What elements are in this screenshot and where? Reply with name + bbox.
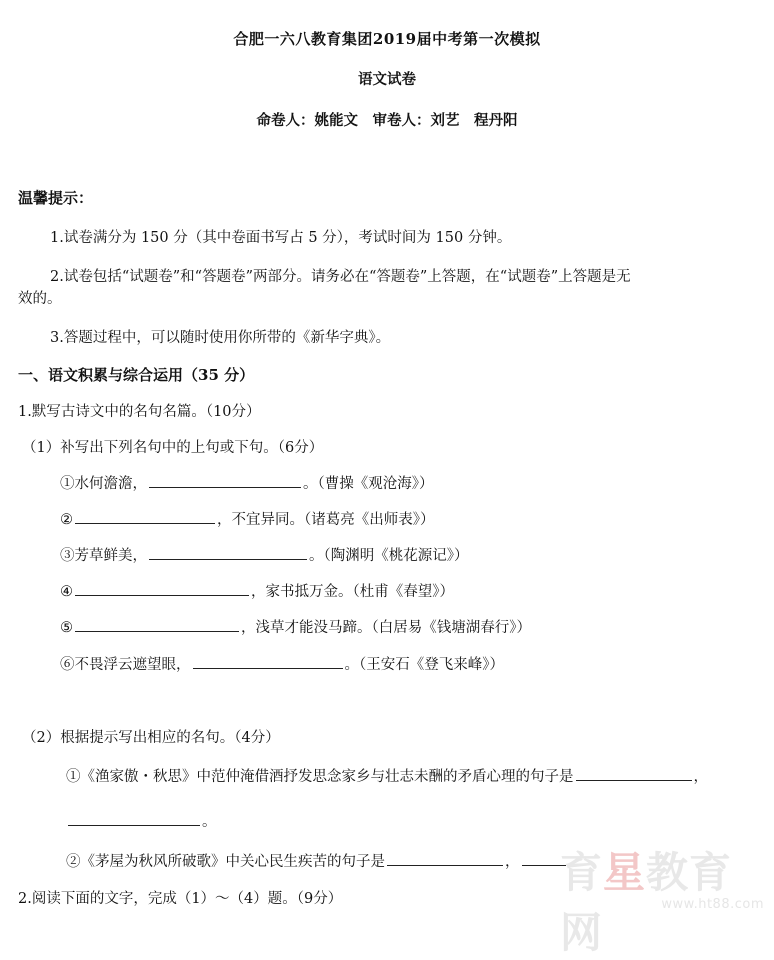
fill-line-3-prefix: ③芳草鲜美， xyxy=(60,548,147,564)
fill-line-4 xyxy=(60,580,454,601)
fill-line-5-prefix: ⑤ xyxy=(60,620,73,636)
notice-item-1: 1.试卷满分为 150 分（其中卷面书写占 5 分），考试时间为 150 分钟。 xyxy=(50,230,512,246)
answer-blank-1[interactable] xyxy=(149,486,301,488)
prompt-a-text: ①《渔家傲・秋思》中范仲淹借酒抒发思念家乡与壮志未酬的矛盾心理的句子是 xyxy=(66,769,574,785)
prompt-b-text: ②《茅屋为秋风所破歌》中关心民生疾苦的句子是 xyxy=(66,854,385,870)
section-heading: 一、语文积累与综合运用（35 分） xyxy=(18,366,255,384)
watermark xyxy=(560,838,770,957)
answer-blank-5[interactable] xyxy=(75,630,239,632)
fill-line-4-source: ，家书抵万金。（杜甫《春望》） xyxy=(251,584,454,600)
watermark-brand: 育星教育网 xyxy=(560,848,733,957)
fill-line-3 xyxy=(60,544,469,565)
answer-blank-a1[interactable] xyxy=(576,779,692,781)
answer-blank-6[interactable] xyxy=(193,667,343,669)
exam-subtitle: 语文试卷 xyxy=(358,71,416,88)
fill-line-1-prefix: ①水何澹澹， xyxy=(60,476,147,492)
exam-authors: 命卷人：姚能文 审卷人：刘艺 程丹阳 xyxy=(256,112,518,129)
fill-line-2-source: ，不宜异同。（诸葛亮《出师表》） xyxy=(217,512,435,528)
fill-line-6-source: 。（王安石《登飞来峰》） xyxy=(344,657,504,673)
question-1-2: （2）根据提示写出相应的名句。（4分） xyxy=(22,730,280,746)
watermark-star: 星 xyxy=(603,848,647,897)
answer-blank-b2[interactable] xyxy=(522,864,566,866)
prompt-a-end: 。 xyxy=(202,814,217,830)
notice-heading: 温馨提示： xyxy=(18,189,94,207)
question-1-1: （1）补写出下列名句中的上句或下句。（6分） xyxy=(22,440,324,456)
answer-blank-b1[interactable] xyxy=(387,864,503,866)
fill-line-2-prefix: ② xyxy=(60,512,73,528)
prompt-line-b xyxy=(66,850,568,871)
answer-blank-a2[interactable] xyxy=(68,824,200,826)
exam-title: 合肥一六八教育集团2019届中考第一次模拟 xyxy=(233,30,541,48)
fill-line-3-source: 。（陶渊明《桃花源记》） xyxy=(309,548,469,564)
fill-line-2 xyxy=(60,508,435,529)
fill-line-5-source: ，浅草才能没马蹄。（白居易《钱塘湖春行》） xyxy=(241,620,531,636)
fill-line-5 xyxy=(60,616,531,637)
question-2: 2.阅读下面的文字，完成（1）～（4）题。（9分） xyxy=(18,891,343,907)
prompt-line-a xyxy=(66,765,708,786)
answer-blank-2[interactable] xyxy=(75,522,215,524)
watermark-url: www.ht88.com xyxy=(661,897,764,912)
fill-line-6-prefix: ⑥不畏浮云遮望眼， xyxy=(60,657,191,673)
answer-blank-3[interactable] xyxy=(149,558,307,560)
notice-item-2-cont: 效的。 xyxy=(18,291,62,307)
prompt-b-comma: ， xyxy=(505,854,520,870)
fill-line-6 xyxy=(60,653,504,674)
notice-item-3: 3.答题过程中，可以随时使用你所带的《新华字典》。 xyxy=(50,330,391,346)
fill-line-1-source: 。（曹操《观沧海》） xyxy=(303,476,434,492)
question-1: 1.默写古诗文中的名句名篇。（10分） xyxy=(18,404,261,420)
fill-line-4-prefix: ④ xyxy=(60,584,73,600)
notice-item-2: 2.试卷包括“试题卷”和“答题卷”两部分。请务必在“答题卷”上答题，在“试题卷”上答题是无 xyxy=(50,269,631,285)
fill-line-1 xyxy=(60,472,434,493)
prompt-a-comma: ， xyxy=(693,769,708,785)
answer-blank-4[interactable] xyxy=(75,594,249,596)
prompt-line-a-cont xyxy=(66,810,217,831)
